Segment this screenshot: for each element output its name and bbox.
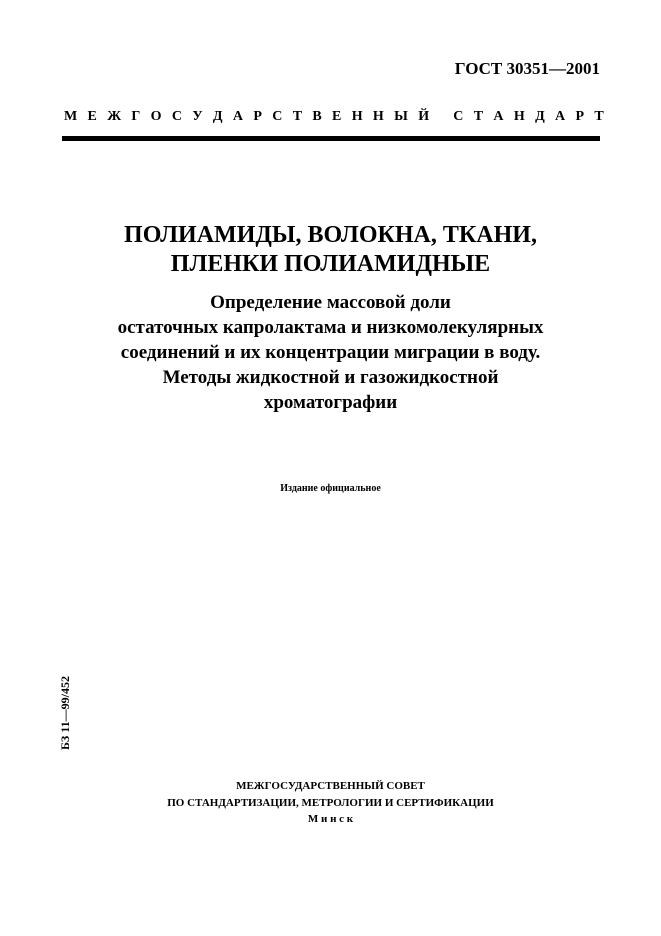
publisher-line: МЕЖГОСУДАРСТВЕННЫЙ СОВЕТ (236, 780, 425, 792)
publisher-city: М и н с к (307, 813, 354, 825)
side-code: БЗ 11—99/452 (58, 676, 72, 750)
heading-letter: Ж (107, 109, 122, 124)
document-subtitle (0, 290, 661, 415)
publisher-line: ПО СТАНДАРТИЗАЦИИ, МЕТРОЛОГИИ И СЕРТИФИКАЦИИ (167, 796, 494, 809)
header-rule (62, 136, 600, 141)
heading-letter: А (493, 109, 504, 124)
document-code: ГОСТ 30351—2001 (454, 59, 600, 78)
heading-letter: Д (535, 109, 545, 124)
heading-letter: Е (87, 109, 97, 124)
heading-letter: Т (292, 109, 303, 124)
heading-letter: Н (351, 109, 363, 124)
subtitle-line: хроматографии (263, 392, 398, 413)
heading-letter (439, 109, 443, 125)
heading-letter: Д (212, 109, 223, 124)
heading-letter: Р (575, 109, 585, 124)
standard-type-heading (64, 109, 604, 125)
heading-letter: Ы (394, 109, 408, 124)
subtitle-line: остаточных капролактама и низкомолекулярных (117, 317, 544, 338)
heading-letter: С (453, 109, 464, 124)
heading-letter: Г (131, 109, 141, 124)
heading-letter: А (555, 109, 566, 124)
heading-letter: Н (372, 109, 384, 124)
heading-letter: О (150, 109, 162, 124)
heading-letter: Н (513, 109, 525, 124)
heading-letter: Й (418, 109, 430, 124)
heading-letter: М (64, 109, 78, 124)
title-line: ПОЛИАМИДЫ, ВОЛОКНА, ТКАНИ, (124, 222, 537, 248)
document-title (0, 221, 661, 279)
heading-letter: С (171, 109, 182, 124)
heading-letter: В (312, 109, 322, 124)
heading-letter: А (232, 109, 244, 124)
heading-letter: С (272, 109, 283, 124)
subtitle-line: Методы жидкостной и газожидкостной (162, 367, 499, 388)
edition-label: Издание официальное (280, 483, 381, 494)
subtitle-line: соединений и их концентрации миграции в воду. (120, 342, 541, 363)
heading-letter: Р (253, 109, 262, 124)
heading-letter: У (192, 109, 203, 124)
subtitle-line: Определение массовой доли (210, 292, 451, 313)
heading-letter: Е (332, 109, 342, 124)
publisher (0, 778, 661, 828)
title-line: ПЛЕНКИ ПОЛИАМИДНЫЕ (170, 251, 491, 277)
heading-letter: Т (594, 109, 604, 124)
heading-letter: Т (473, 109, 484, 124)
